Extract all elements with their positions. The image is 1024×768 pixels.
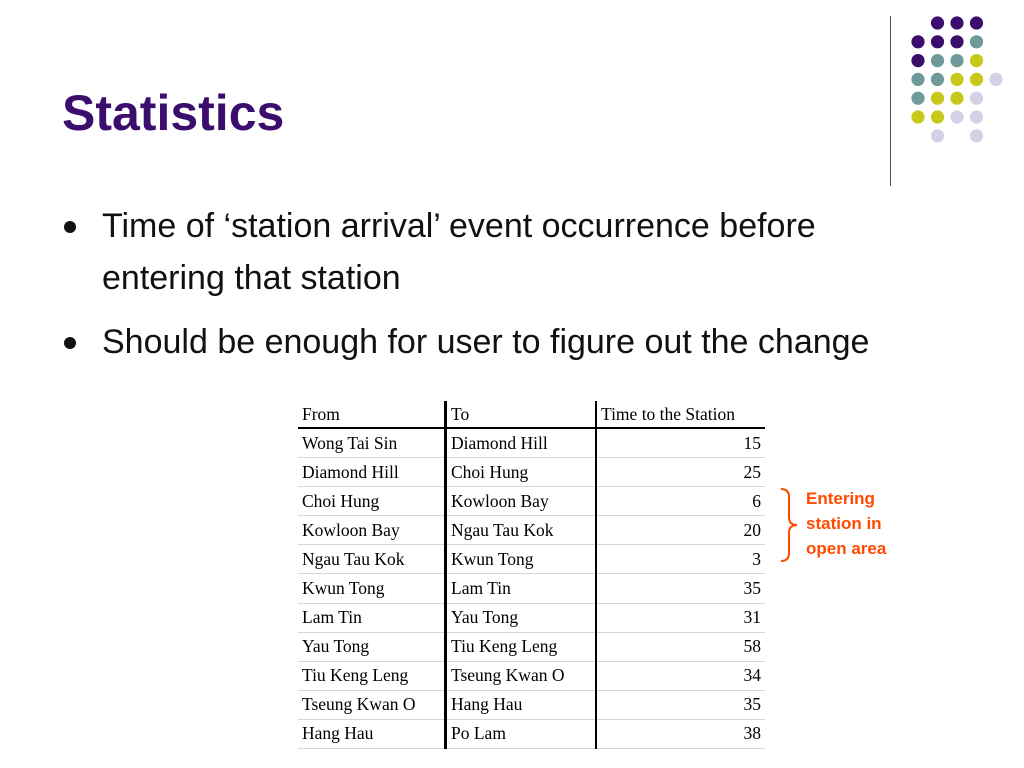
cell-time: 3 xyxy=(596,545,765,574)
cell-from: Tseung Kwan O xyxy=(298,690,446,719)
decorative-dot xyxy=(970,73,983,86)
cell-to: Po Lam xyxy=(446,719,597,748)
cell-from: Diamond Hill xyxy=(298,458,446,487)
cell-to: Tiu Keng Leng xyxy=(446,632,597,661)
bullet-list xyxy=(62,200,942,380)
bullet-item xyxy=(62,200,942,304)
table-row xyxy=(298,661,765,690)
cell-from: Yau Tong xyxy=(298,632,446,661)
cell-time: 58 xyxy=(596,632,765,661)
cell-to: Yau Tong xyxy=(446,603,597,632)
decorative-dot xyxy=(989,73,1002,86)
decorative-dot xyxy=(911,54,924,67)
decorative-dot xyxy=(950,54,963,67)
table-row xyxy=(298,428,765,458)
cell-from: Hang Hau xyxy=(298,719,446,748)
annotation-line: Entering xyxy=(806,489,875,508)
table-row xyxy=(298,487,765,516)
cell-time: 35 xyxy=(596,690,765,719)
table-row xyxy=(298,690,765,719)
cell-to: Ngau Tau Kok xyxy=(446,516,597,545)
cell-time: 34 xyxy=(596,661,765,690)
right-brace-icon xyxy=(778,487,800,563)
bullet-item xyxy=(62,316,942,368)
title-divider-line xyxy=(890,16,891,186)
decorative-dot xyxy=(970,54,983,67)
table-row xyxy=(298,516,765,545)
cell-to: Lam Tin xyxy=(446,574,597,603)
decorative-dot xyxy=(931,129,944,142)
cell-to: Choi Hung xyxy=(446,458,597,487)
decorative-dot xyxy=(931,35,944,48)
cell-from: Lam Tin xyxy=(298,603,446,632)
page-title: Statistics xyxy=(62,85,285,141)
decorative-dot xyxy=(931,110,944,123)
column-header-from: From xyxy=(298,401,446,428)
column-header-time: Time to the Station xyxy=(596,401,765,428)
annotation-note xyxy=(806,486,886,561)
table-row xyxy=(298,603,765,632)
table-row xyxy=(298,574,765,603)
cell-to: Kowloon Bay xyxy=(446,487,597,516)
cell-from: Choi Hung xyxy=(298,487,446,516)
cell-from: Ngau Tau Kok xyxy=(298,545,446,574)
cell-from: Wong Tai Sin xyxy=(298,428,446,458)
cell-time: 35 xyxy=(596,574,765,603)
cell-to: Tseung Kwan O xyxy=(446,661,597,690)
table-row xyxy=(298,719,765,748)
cell-time: 6 xyxy=(596,487,765,516)
cell-time: 20 xyxy=(596,516,765,545)
cell-to: Kwun Tong xyxy=(446,545,597,574)
table-header-row xyxy=(298,401,765,428)
decorative-dot xyxy=(970,110,983,123)
cell-from: Tiu Keng Leng xyxy=(298,661,446,690)
table-row xyxy=(298,545,765,574)
decorative-dot xyxy=(970,16,983,29)
annotation-line: station in xyxy=(806,514,882,533)
station-time-table xyxy=(298,401,765,749)
table-row xyxy=(298,458,765,487)
decorative-dot xyxy=(970,35,983,48)
decorative-dot xyxy=(931,16,944,29)
decorative-dot xyxy=(911,110,924,123)
column-header-to: To xyxy=(446,401,597,428)
decorative-dot xyxy=(950,35,963,48)
annotation-line: open area xyxy=(806,539,887,558)
decorative-dot xyxy=(931,54,944,67)
decorative-dot xyxy=(950,92,963,105)
cell-time: 25 xyxy=(596,458,765,487)
decorative-dot xyxy=(931,73,944,86)
cell-from: Kwun Tong xyxy=(298,574,446,603)
cell-time: 15 xyxy=(596,428,765,458)
bullet-dot-icon xyxy=(64,337,76,349)
cell-to: Diamond Hill xyxy=(446,428,597,458)
cell-from: Kowloon Bay xyxy=(298,516,446,545)
decorative-dot xyxy=(911,92,924,105)
decorative-dot xyxy=(950,16,963,29)
cell-to: Hang Hau xyxy=(446,690,597,719)
bullet-text: Should be enough for user to figure out the change xyxy=(102,323,870,361)
bullet-text: Time of ‘station arrival’ event occurrence before entering that station xyxy=(102,207,816,297)
decorative-dot xyxy=(911,73,924,86)
cell-time: 38 xyxy=(596,719,765,748)
bullet-dot-icon xyxy=(64,221,76,233)
decorative-dot xyxy=(970,92,983,105)
decorative-dot xyxy=(911,35,924,48)
decorative-dot xyxy=(970,129,983,142)
decorative-dot xyxy=(950,73,963,86)
decorative-dot xyxy=(931,92,944,105)
decorative-dot xyxy=(950,110,963,123)
table-row xyxy=(298,632,765,661)
cell-time: 31 xyxy=(596,603,765,632)
